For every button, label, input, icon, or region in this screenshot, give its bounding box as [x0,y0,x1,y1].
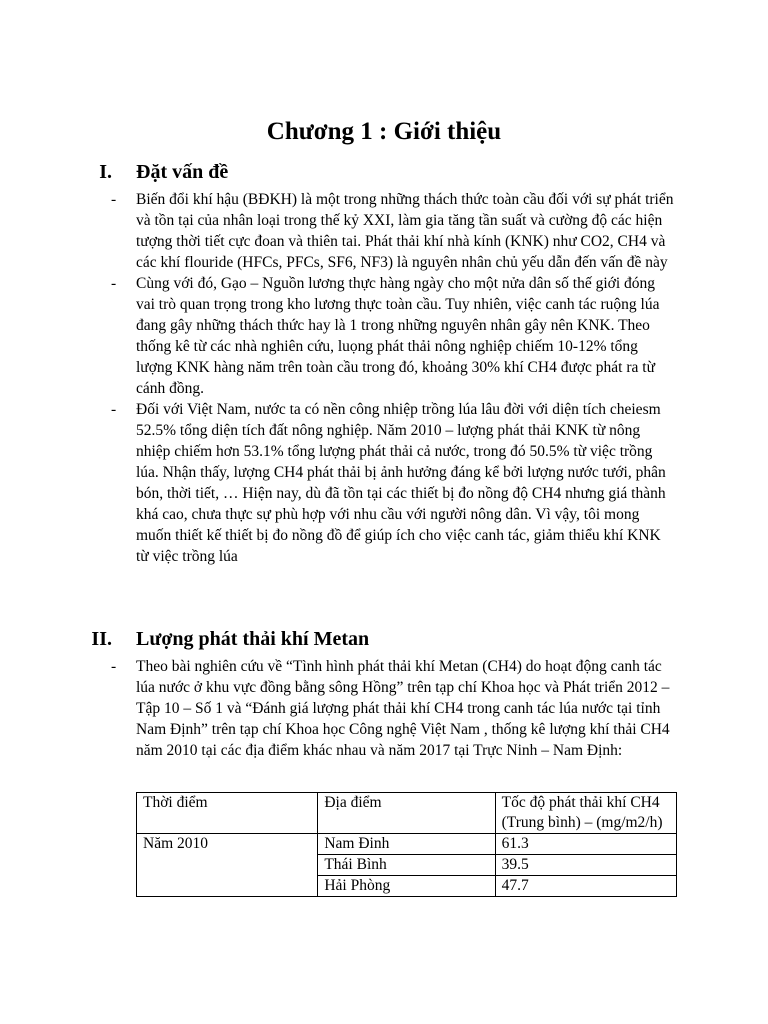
bullet-dash: - [111,191,117,208]
bullet-dash: - [111,658,117,675]
list-item [0,656,768,761]
bullet-list-section-1 [0,189,768,567]
bullet-dash: - [111,275,117,292]
table-cell-location: Thái Bình [318,855,495,876]
emission-table [136,792,677,897]
list-item [0,399,768,567]
bullet-text: Theo bài nghiên cứu về “Tình hình phát thải khí Metan (CH4) do hoạt động canh tác lúa nước ở khu vực đồng bằng sông Hồng” trên tạp chí Khoa học và Phát triển 2012 – Tập 10 – Số 1 và “Đánh giá lượng phát thải khí CH4 trong canh tác lúa nước tại tỉnh Nam Định” trên tạp chí Khoa học Công nghệ Việt Nam , thống kê lượng khí thải CH4 năm 2010 tại các địa điểm khác nhau và năm 2017 tại Trực Ninh – Nam Định: [136,658,670,759]
section-title: Lượng phát thải khí Metan [136,628,370,650]
table-cell-value: 47.7 [495,876,676,897]
section-title: Đặt vấn đề [136,161,229,183]
bullet-text: Biến đổi khí hậu (BĐKH) là một trong những thách thức toàn cầu đối với sự phát triển và tồn tại của nhân loại trong thế kỷ XXI, làm gia tăng tần suất và cường độ các hiện tượng thời tiết cực đoan và thiên tai. Phát thải khí nhà kính (KNK) như CO2, CH4 và các khí flouride (HFCs, PFCs, SF6, NF3) là nguyên nhân chủ yếu dẫn đến vấn đề này [136,191,674,271]
section-heading-1 [0,158,768,186]
section-number: I. [99,161,112,183]
bullet-dash: - [111,401,117,418]
list-item [0,273,768,399]
section-number: II. [91,628,112,650]
table-cell-value: 61.3 [495,834,676,855]
bullet-list-section-2 [0,656,768,761]
section-heading-2 [0,625,768,653]
table-row [137,834,677,855]
table-header-cell: Tốc độ phát thải khí CH4 (Trung bình) – (mg/m2/h) [495,793,676,834]
table-cell-year: Năm 2010 [137,834,318,897]
table-cell-location: Nam Đinh [318,834,495,855]
list-item [0,189,768,273]
table-cell-location: Hải Phòng [318,876,495,897]
bullet-text: Cùng với đó, Gạo – Nguồn lương thực hàng ngày cho một nửa dân số thế giới đóng vai trò quan trọng trong kho lương thực toàn cầu. Tuy nhiên, việc canh tác ruộng lúa đang gây những thách thức hay là 1 trong những nguyên nhân gây nên KNK. Theo thống kê từ các nhà nghiên cứu, luọng phát thải nông nghiệp chiếm 10-12% tổng lượng KNK hàng năm trên toàn cầu trong đó, khoảng 30% khí CH4 được phát ra từ cánh đồng. [136,275,660,397]
table-header-row [137,793,677,834]
table-header-cell: Địa điểm [318,793,495,834]
table-header-cell: Thời điểm [137,793,318,834]
page-title: Chương 1 : Giới thiệu [266,118,502,145]
table-cell-value: 39.5 [495,855,676,876]
bullet-text: Đối với Việt Nam, nước ta có nền công nhiệp trồng lúa lâu đời với diện tích cheiesm 52.5% tổng diện tích đất nông nghiệp. Năm 2010 – lượng phát thải KNK từ nông nhiệp chiếm hơn 53.1% tổng lượng phát thải cả nước, trong đó 50.5% từ việc trồng lúa. Nhận thấy, lượng CH4 phát thải bị ảnh hưởng đáng kể bởi lượng nước tưới, phân bón, thời tiết, … Hiện nay, dù đã tồn tại các thiết bị đo nồng độ CH4 nhưng giá thành khá cao, chưa thực sự phù hợp với nhu cầu với người nông dân. Vì vậy, tôi mong muốn thiết kế thiết bị đo nồng đồ để giúp ích cho việc canh tác, giảm thiểu khí KNK từ việc trồng lúa [136,401,666,565]
